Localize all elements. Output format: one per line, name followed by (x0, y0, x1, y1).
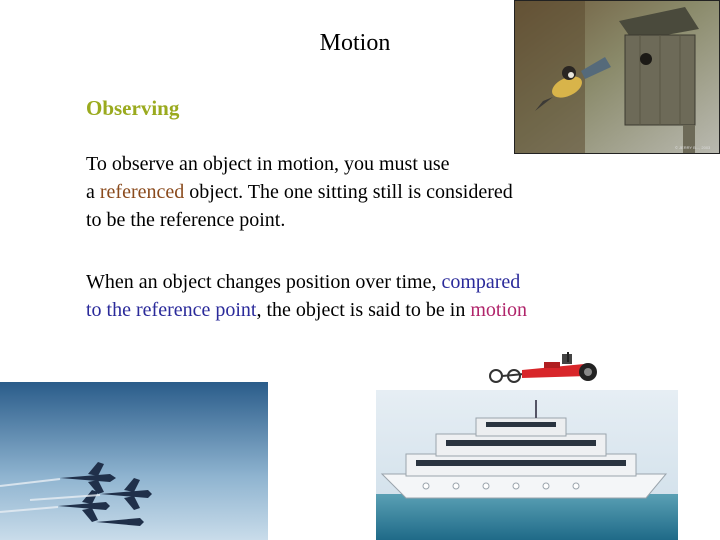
jets-formation-image (0, 382, 268, 540)
bird-birdhouse-image (514, 0, 720, 154)
paragraph-line: to be the reference point. (86, 209, 286, 231)
photo-credit: © JERRY B..., 2003 (675, 145, 711, 150)
highlight-motion: motion (470, 299, 527, 321)
paragraph-line (86, 268, 646, 296)
highlight-compared: compared (441, 271, 521, 293)
paragraph-line (86, 178, 626, 206)
highlight-referenced: referenced (99, 181, 185, 203)
paragraph-line (86, 296, 646, 324)
slide-subtitle: Observing (86, 96, 180, 120)
text-segment: a (86, 181, 100, 203)
text-segment: , the object is said to be in (256, 299, 471, 321)
paragraph-line: To observe an object in motion, you must use (86, 153, 450, 175)
yacht-image (376, 390, 678, 540)
paragraph-motion-definition (86, 268, 646, 324)
slide-title: Motion (319, 30, 391, 56)
text-segment: object. The one sitting still is considered (184, 181, 513, 203)
paragraph-reference-object (86, 150, 626, 234)
text-segment: When an object changes position over time, (86, 271, 442, 293)
highlight-reference-point: to the reference point (86, 299, 257, 321)
dragster-image (484, 348, 602, 388)
